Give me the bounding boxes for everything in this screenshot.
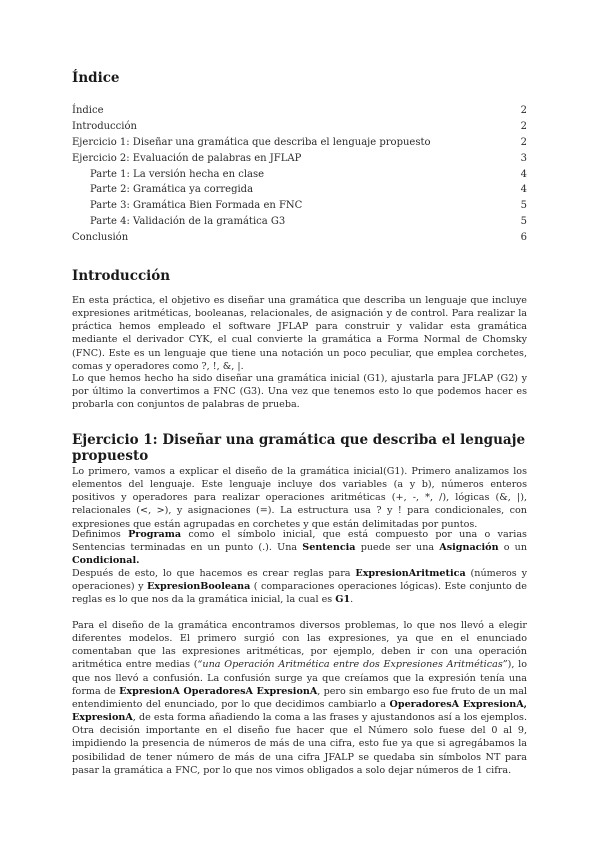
toc-entry-label: Parte 4: Validación de la gramática G3	[90, 216, 286, 228]
toc-entry-label: Parte 3: Gramática Bien Formada en FNC	[90, 200, 303, 212]
toc-entry[interactable]	[72, 103, 527, 119]
ej1-paragraph-2	[72, 567, 527, 606]
toc-entry-label: Ejercicio 2: Evaluación de palabras en JFLAP	[72, 152, 302, 164]
bold-term: ExpresionA OperadoresA ExpresionA	[119, 685, 318, 697]
toc-entry-page: 4	[520, 168, 527, 180]
bold-term: Asignación	[439, 542, 499, 554]
toc-entry-label: Índice	[72, 105, 104, 116]
toc-entry-page: 5	[520, 200, 527, 212]
toc-entry-page: 3	[520, 152, 527, 164]
text-run: .	[350, 594, 354, 606]
bold-term: ExpresionAritmetica	[355, 568, 466, 579]
ej1-paragraph-1: Lo primero, vamos a explicar el diseño de la gramática inicial(G1). Primero analizamos los elementos del lenguaje. Este lenguaje incluye dos variables (a y b), números enteros positivos y operadores para realizar operaciones aritméticas (+, -, *, /), lógicas (&, |), relacionales (<, >), y asignaciones (=). La estructura usa ? y ! para condicionales, con expresiones que están agrupadas en corchetes y que están delimitadas por puntos.	[72, 466, 527, 530]
toc-entry[interactable]	[72, 198, 527, 214]
text-run: , pero sin embargo eso fue fruto de un mal entendimiento del enunciado, por lo que decidimos cambiarlo a	[72, 685, 527, 710]
toc-entry-label: Ejercicio 1: Diseñar una gramática que describa el lenguaje propuesto	[72, 136, 431, 148]
toc-entry-label: Parte 2: Gramática ya corregida	[90, 184, 254, 196]
toc-heading: Índice	[72, 70, 120, 86]
text-run: Para el diseño de la gramática encontramos diversos problemas, lo que nos llevó a elegir diferentes modelos. El primero surgió con las expresiones, ya que en el enunciado comentaban que las expresiones aritméticas, por ejemplo, deben ir con una operación aritmética entre medias (	[72, 620, 527, 671]
text-run: o un	[498, 542, 528, 554]
table-of-contents	[72, 103, 527, 246]
bold-term: ExpresionBooleana	[146, 581, 251, 593]
text-run: ), lo que nos llevó a confusión. La confusión surge ya que creíamos que la expresión tenía una forma de	[72, 659, 528, 697]
toc-entry-page: 5	[520, 216, 527, 228]
text-run: , de esta forma añadiendo la coma a las frases y ajustandonos así a los ejemplos. Otra decisión importante en el diseño fue hacer que el Número solo fuese del 0 al 9, impidiendo la presencia de números de más de una cifra, esto fue ya que si agregábamos la posibilidad de tener número de más de una cifra JFALP se quedaba sin símbolos NT para pasar la gramática a FNC, por lo que nos vimos obligados a solo dejar números de 1 cifra.	[72, 712, 527, 776]
toc-entry-page: 4	[520, 184, 527, 196]
toc-entry[interactable]	[72, 119, 527, 135]
text-run: Después de esto, lo que hacemos es crear reglas para	[72, 568, 356, 579]
italic-quote: “una Operación Aritmética entre dos Expresiones Aritméticas”	[197, 659, 508, 671]
bold-term: Programa	[128, 529, 182, 540]
ej1-heading: Ejercicio 1: Diseñar una gramática que describa el lenguaje propuesto	[72, 432, 526, 464]
toc-entry[interactable]	[72, 135, 527, 151]
toc-entry-page: 2	[520, 120, 527, 132]
toc-entry[interactable]	[72, 151, 527, 167]
text-run: (números y operaciones) y	[72, 568, 527, 593]
toc-entry-page: 2	[520, 105, 527, 116]
toc-entry[interactable]	[72, 214, 527, 230]
intro-heading: Introducción	[72, 268, 171, 284]
intro-paragraph-2: Lo que hemos hecho ha sido diseñar una gramática inicial (G1), ajustarla para JFLAP (G2) y por último la convertimos a FNC (G3). Una vez que tenemos esto lo que podemos hacer es probarla con conjuntos de palabras de prueba.	[72, 373, 527, 411]
toc-entry-label: Conclusión	[72, 232, 129, 244]
toc-entry[interactable]	[72, 182, 527, 198]
ej1-paragraph-1b	[72, 528, 527, 567]
bold-term: Condicional.	[72, 555, 140, 567]
ej1-paragraph-3	[72, 619, 527, 777]
bold-term: Sentencia	[302, 542, 356, 554]
text-run: como el símbolo inicial, que está compuesto por una o varias Sentencias terminadas en un punto (.). Una	[72, 529, 527, 554]
text-run: Definimos	[72, 529, 129, 540]
toc-entry-page: 2	[520, 136, 527, 148]
toc-entry[interactable]	[72, 167, 527, 183]
bold-term: OperadoresA ExpresionA, ExpresionA	[72, 698, 527, 724]
bold-term: G1	[335, 594, 351, 606]
toc-entry-label: Introducción	[72, 120, 137, 132]
intro-paragraph-1: En esta práctica, el objetivo es diseñar una gramática que describa un lenguaje que incluye expresiones aritméticas, booleanas, relacionales, de asignación y de control. Para realizar la práctica hemos empleado el software JFLAP para construir y validar esta gramática mediante el derivador CYK, el cual convierte la gramática a Forma Normal de Chomsky (FNC). Este es un lenguaje que tiene una notación un poco peculiar, que emplea corchetes, comas y operadores como ?, !, &, |.	[72, 295, 527, 372]
toc-entry[interactable]	[72, 230, 527, 246]
toc-entry-page: 6	[520, 232, 527, 244]
text-run: puede ser una	[355, 542, 440, 554]
text-run: ( comparaciones operaciones lógicas). Este conjunto de reglas es lo que nos da la gramática inicial, la cual es	[72, 581, 527, 606]
toc-entry-label: Parte 1: La versión hecha en clase	[90, 168, 265, 180]
